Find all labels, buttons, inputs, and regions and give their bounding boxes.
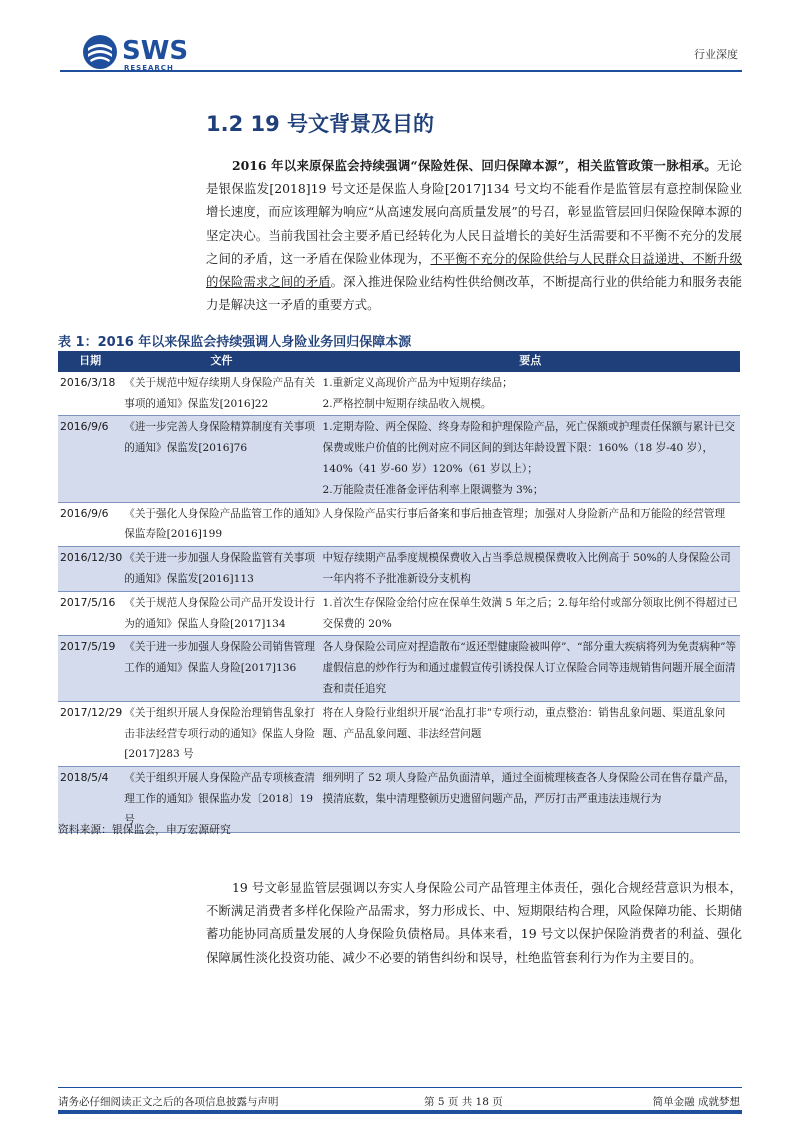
intro-lead: 2016 年以来原保监会持续强调“保险姓保、回归保障本源”，相关监管政策一脉相承。	[232, 158, 717, 173]
sws-logo	[82, 34, 202, 74]
header-points: 要点	[320, 351, 740, 372]
intro-tail: 。深入推进保险业结构性供给侧改革，不断提高行业的供给能力和服务表能力是解决这一矛盾的重要方式。	[206, 274, 743, 313]
cell-file: 《关于规范人身保险公司产品开发设计行为的通知》保监人身险[2017]134	[122, 591, 320, 636]
intro-paragraph	[206, 154, 742, 316]
cell-file: 《关于组织开展人身保险产品专项核查清理工作的通知》银保监办发〔2018〕19 号	[122, 767, 320, 832]
cell-file: 《关于规范中短存续期人身保险产品有关事项的通知》保监发[2016]22	[122, 372, 320, 416]
cell-points	[320, 372, 740, 416]
point-line: 1.首次生存保险金给付应在保单生效满 5 年之后；2.每年给付或部分领取比例不得超过已交保费的 20%	[322, 596, 738, 630]
table-row	[58, 502, 740, 547]
cell-date: 2017/5/16	[58, 591, 122, 636]
cell-points	[320, 416, 740, 502]
table-row	[58, 547, 740, 592]
cell-date: 2016/3/18	[58, 372, 122, 416]
footer-divider	[58, 1087, 742, 1088]
cell-date: 2018/5/4	[58, 767, 122, 832]
cell-points	[320, 767, 740, 832]
point-line: 2.万能险责任准备金评估利率上限调整为 3%；	[322, 483, 544, 496]
cell-points	[320, 636, 740, 701]
footer-bar	[58, 1110, 742, 1114]
intro-underline: 不平衡不充分的保险供给与人民群众日益递进、不断升级的保险需求之间的矛盾	[206, 250, 743, 290]
cell-file: 《关于强化人身保险产品监管工作的通知》保监寿险[2016]199	[122, 502, 320, 547]
purpose-paragraph: 19 号文彰显监管层强调以夯实人身保险公司产品管理主体责任，强化合规经营意识为根本，不断满足消费者多样化保险产品需求，努力形成长、中、短期限结构合理，风险保障功能、长期储蓄功能协同高质量发展的人身保险负债格局。具体来看，19 号文以保护保险消费者的利益、强化保障属性淡化投资功能、减少不必要的销售纠纷和误导，杜绝监管套利行为作为主要目的。	[206, 880, 742, 965]
point-line: 中短存续期产品季度规模保费收入占当季总规模保费收入比例高于 50%的人身保险公司一年内将不予批准新设分支机构	[322, 552, 731, 585]
cell-date: 2016/9/6	[58, 416, 122, 502]
point-line: 1.定期寿险、两全保险、终身寿险和护理保险产品，死亡保额或护理责任保额与累计已交保费或账户价值的比例对应不同区间的到达年龄设置下限：160%（18 岁-40 岁），140%（41 岁-60 岁）120%（61 岁以上）；	[322, 421, 736, 475]
table-row	[58, 416, 740, 502]
page-number: 第 5 页 共 18 页	[424, 1096, 503, 1108]
table-row	[58, 372, 740, 416]
cell-points	[320, 502, 740, 547]
table-row	[58, 701, 740, 766]
table-row	[58, 636, 740, 701]
policy-table	[58, 351, 740, 833]
header-file: 文件	[122, 351, 320, 372]
table-header-row	[58, 351, 740, 372]
table-source: 资料来源：银保监会，申万宏源研究	[58, 823, 231, 836]
point-line: 各人身保险公司应对捏造散布“返还型健康险被叫停”、“部分重大疾病将列为免责病种”等虚假信息的炒作行为和通过虚假宣传引诱投保人订立保险合同等违规销售问题开展全面清查和责任追究	[322, 641, 737, 695]
intro-body: 无论是银保监发[2018]19 号文还是保监人身险[2017]134 号文均不能看作是监管层有意控制保险业增长速度，而应该理解为响应“从高速发展向高质量发展”的号召，彰显监管层回归保险保障本源的坚定决心。当前我国社会主要矛盾已经转化为人民日益增长的美好生活需要和不平衡不充分的发展之间的矛盾，这一矛盾在保险业体现为，	[206, 158, 743, 266]
section-title: 1.2 19 号文背景及目的	[206, 112, 435, 136]
footer-disclaimer: 请务必仔细阅读正文之后的各项信息披露与声明	[58, 1096, 279, 1108]
logo-text: SWS	[122, 36, 189, 66]
point-line: 人身保险产品实行事后备案和事后抽查管理；加强对人身险新产品和万能险的经营管理	[322, 507, 726, 520]
footer-slogan: 简单金融 成就梦想	[652, 1096, 740, 1108]
table-row	[58, 591, 740, 636]
report-type-tag: 行业深度	[694, 48, 738, 61]
cell-date: 2017/12/29	[58, 701, 122, 766]
cell-date: 2017/5/19	[58, 636, 122, 701]
point-line: 2.严格控制中短期存续品收入规模。	[322, 397, 492, 410]
sws-logo-icon	[82, 34, 118, 70]
header-date: 日期	[58, 351, 122, 372]
header-divider	[60, 70, 742, 72]
point-line: 1.重新定义高现价产品为中短期存续品；	[322, 376, 513, 389]
cell-points	[320, 701, 740, 766]
cell-file: 《关于进一步加强人身保险监管有关事项的通知》保监发[2016]113	[122, 547, 320, 592]
point-line: 细列明了 52 项人身险产品负面清单，通过全面梳理核查各人身保险公司在售存量产品，摸清底数，集中清理整顿历史遗留问题产品，严厉打击严重违法违规行为	[322, 772, 735, 805]
cell-file: 《关于组织开展人身保险治理销售乱象打击非法经营专项行动的通知》保监人身险[2017]283 号	[122, 701, 320, 766]
point-line: 将在人身险行业组织开展“治乱打非”专项行动，重点整治：销售乱象问题、渠道乱象问题、产品乱象问题、非法经营问题	[322, 706, 726, 740]
logo-subtext: RESEARCH	[124, 64, 174, 72]
cell-date: 2016/12/30	[58, 547, 122, 592]
cell-points	[320, 591, 740, 636]
cell-file: 《进一步完善人身保险精算制度有关事项的通知》保监发[2016]76	[122, 416, 320, 502]
cell-points	[320, 547, 740, 592]
table-title: 表 1：2016 年以来保监会持续强调人身险业务回归保障本源	[58, 335, 412, 350]
cell-file: 《关于进一步加强人身保险公司销售管理工作的通知》保监人身险[2017]136	[122, 636, 320, 701]
cell-date: 2016/9/6	[58, 502, 122, 547]
